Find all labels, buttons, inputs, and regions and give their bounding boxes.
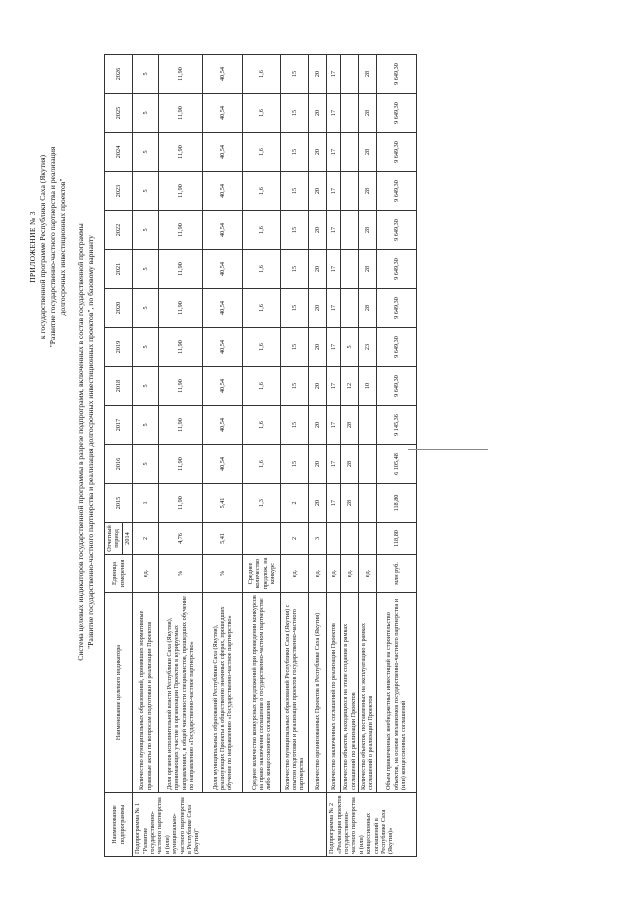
header-row xyxy=(105,55,123,857)
year-value-cell: 11,90 xyxy=(159,367,203,406)
table-heading xyxy=(76,27,96,857)
unit-cell: ед. xyxy=(327,555,341,593)
year-value-cell: 17 xyxy=(327,55,341,94)
header-year: 2022 xyxy=(105,211,133,250)
appendix-line-3: долгосрочных инвестиционных проектов" xyxy=(58,178,67,316)
appendix-title: ПРИЛОЖЕНИЕ № 3 xyxy=(28,211,37,283)
report-value-cell: 2 xyxy=(133,523,159,555)
appendix-line-1: к государственной программе Республики Саха (Якутия) xyxy=(38,154,47,340)
year-value-cell: 1,6 xyxy=(243,328,281,367)
year-value-cell: 11,90 xyxy=(159,172,203,211)
table-row xyxy=(327,55,341,857)
year-value-cell: 20 xyxy=(309,445,327,484)
year-value-cell: 20 xyxy=(309,250,327,289)
year-value-cell: 20 xyxy=(309,55,327,94)
unit-cell: ед. xyxy=(309,555,327,593)
year-value-cell: 28 xyxy=(359,289,377,328)
year-value-cell: 1,6 xyxy=(243,406,281,445)
year-value-cell: 40,54 xyxy=(203,250,243,289)
year-value-cell: 20 xyxy=(309,94,327,133)
year-value-cell: 15 xyxy=(281,445,309,484)
year-value-cell: 15 xyxy=(281,289,309,328)
header-year: 2025 xyxy=(105,94,133,133)
indicator-name-cell: Количество муниципальных образований Республики Саха (Якутия) с опытом подготовки и реализации проектов государственно-частного партнерства xyxy=(281,593,309,793)
unit-cell: % xyxy=(159,555,203,593)
indicator-name-cell: Количество заключенных соглашений по реализации Проектов xyxy=(327,593,341,793)
year-value-cell xyxy=(359,445,377,484)
year-value-cell: 10 xyxy=(359,367,377,406)
header-subprogram: Наименование подпрограммы xyxy=(105,793,133,857)
year-value-cell: 1,6 xyxy=(243,55,281,94)
year-value-cell: 1 xyxy=(133,484,159,523)
year-value-cell xyxy=(359,406,377,445)
year-value-cell: 28 xyxy=(341,484,359,523)
year-value-cell: 20 xyxy=(309,406,327,445)
year-value-cell: 5 xyxy=(133,211,159,250)
year-value-cell: 40,54 xyxy=(203,367,243,406)
year-value-cell: 11,90 xyxy=(159,406,203,445)
unit-cell: % xyxy=(203,555,243,593)
year-value-cell: 5 xyxy=(133,367,159,406)
year-value-cell: 28 xyxy=(341,406,359,445)
header-year: 2018 xyxy=(105,367,133,406)
year-value-cell: 15 xyxy=(281,94,309,133)
year-value-cell: 28 xyxy=(341,445,359,484)
year-value-cell: 1,6 xyxy=(243,289,281,328)
indicator-name-cell: Количество объектов, поставленных на эксплуатацию в рамках соглашений о реализации Проектов xyxy=(359,593,377,793)
year-value-cell: 28 xyxy=(359,211,377,250)
year-value-cell: 17 xyxy=(327,328,341,367)
indicator-name-cell: Количество организованных Проектов в Республике Саха (Якутия) xyxy=(309,593,327,793)
header-year: 2019 xyxy=(105,328,133,367)
year-value-cell: 5 xyxy=(133,55,159,94)
unit-cell: ед. xyxy=(359,555,377,593)
year-value-cell xyxy=(341,133,359,172)
year-value-cell: 40,54 xyxy=(203,211,243,250)
year-value-cell xyxy=(341,289,359,328)
year-value-cell: 20 xyxy=(309,211,327,250)
year-value-cell: 15 xyxy=(281,211,309,250)
table-row xyxy=(341,55,359,857)
year-value-cell: 15 xyxy=(281,172,309,211)
year-value-cell: 15 xyxy=(281,367,309,406)
indicator-name-cell: Количество объектов, находящихся на этапе создания в рамках соглашений по реализации Проектов xyxy=(341,593,359,793)
year-value-cell: 40,54 xyxy=(203,133,243,172)
year-value-cell: 5 xyxy=(133,250,159,289)
year-value-cell: 17 xyxy=(327,94,341,133)
year-value-cell: 118,80 xyxy=(376,484,416,523)
table-row xyxy=(159,55,203,857)
year-value-cell: 9 649,30 xyxy=(376,172,416,211)
year-value-cell: 17 xyxy=(327,406,341,445)
year-value-cell: 5 xyxy=(133,133,159,172)
header-year: 2016 xyxy=(105,445,133,484)
indicator-name-cell: Количество муниципальных образований, принявших нормативные правовые акты по вопросам подготовки и реализации Проектов xyxy=(133,593,159,793)
year-value-cell: 1,6 xyxy=(243,172,281,211)
year-value-cell: 5 xyxy=(133,94,159,133)
header-report-period: Отчетный период xyxy=(105,523,123,555)
year-value-cell xyxy=(359,484,377,523)
year-value-cell: 40,54 xyxy=(203,94,243,133)
year-value-cell: 28 xyxy=(359,172,377,211)
indicator-name-cell: Среднее количество конкурсных предложений при проведении конкурсов на право заключения соглашения о государственно-частном партнерстве либо концессионного соглашения xyxy=(243,593,281,793)
year-value-cell: 5 xyxy=(133,172,159,211)
year-value-cell: 40,54 xyxy=(203,289,243,328)
year-value-cell: 17 xyxy=(327,445,341,484)
year-value-cell: 2 xyxy=(281,484,309,523)
year-value-cell: 23 xyxy=(359,328,377,367)
header-indicator: Наименование целевого индикатора xyxy=(105,593,133,793)
year-value-cell: 1,6 xyxy=(243,94,281,133)
year-value-cell: 17 xyxy=(327,484,341,523)
rotated-content xyxy=(28,27,628,877)
report-value-cell: 5,41 xyxy=(203,523,243,555)
year-value-cell: 11,90 xyxy=(159,445,203,484)
year-value-cell: 17 xyxy=(327,289,341,328)
year-value-cell: 9 649,30 xyxy=(376,211,416,250)
indicator-name-cell: Доля муниципальных образований Республики Саха (Якутия), реализующих Проекты в общественно значимых сферах, прошедших обучение по направлению «Государственно-частное партнерство» xyxy=(203,593,243,793)
subprogram-name-cell: Подпрограмма № 1 "Развитие государственно-частного партнерства и (или) муниципально-частного партнерства в Республике Саха (Якутия)" xyxy=(133,793,327,857)
year-value-cell: 17 xyxy=(327,250,341,289)
header-year: 2021 xyxy=(105,250,133,289)
year-value-cell: 1,6 xyxy=(243,133,281,172)
header-year: 2017 xyxy=(105,406,133,445)
report-value-cell: 118,80 xyxy=(376,523,416,555)
year-value-cell: 5 xyxy=(133,289,159,328)
year-value-cell: 11,90 xyxy=(159,211,203,250)
year-value-cell: 17 xyxy=(327,133,341,172)
indicator-name-cell: Объем привлеченных внебюджетных инвестиций на строительство объектов, на основе механизмов государственно-частного партнерства и (или) концессионных соглашений xyxy=(376,593,416,793)
table-body xyxy=(133,55,417,857)
report-value-cell xyxy=(243,523,281,555)
year-value-cell: 20 xyxy=(309,328,327,367)
year-value-cell xyxy=(341,250,359,289)
year-value-cell: 11,90 xyxy=(159,94,203,133)
year-value-cell: 40,54 xyxy=(203,328,243,367)
year-value-cell: 9 649,30 xyxy=(376,55,416,94)
year-value-cell: 9 649,30 xyxy=(376,328,416,367)
table-row xyxy=(133,55,159,857)
year-value-cell: 28 xyxy=(359,133,377,172)
year-value-cell: 1,6 xyxy=(243,367,281,406)
report-value-cell xyxy=(327,523,341,555)
appendix-line-2: "Развитие государственно-частного партнерства и реализация xyxy=(48,146,57,348)
scan-mark-line xyxy=(408,449,488,450)
year-value-cell: 28 xyxy=(359,94,377,133)
year-value-cell xyxy=(341,94,359,133)
header-year: 2015 xyxy=(105,484,133,523)
year-value-cell: 15 xyxy=(281,328,309,367)
unit-cell: ед. xyxy=(281,555,309,593)
year-value-cell xyxy=(341,172,359,211)
unit-cell: ед. xyxy=(341,555,359,593)
header-year: 2020 xyxy=(105,289,133,328)
indicators-table xyxy=(104,54,417,857)
year-value-cell: 5 xyxy=(133,445,159,484)
year-value-cell: 28 xyxy=(359,55,377,94)
year-value-cell: 5 xyxy=(341,328,359,367)
year-value-cell xyxy=(341,211,359,250)
report-value-cell xyxy=(359,523,377,555)
header-year: 2023 xyxy=(105,172,133,211)
heading-line-1: Система целевых индикаторов государственной программы в разрезе подпрограмм, включенных в состав государственной программы xyxy=(76,223,85,661)
year-value-cell: 11,90 xyxy=(159,133,203,172)
year-value-cell: 11,90 xyxy=(159,484,203,523)
year-value-cell: 20 xyxy=(309,484,327,523)
year-value-cell: 40,54 xyxy=(203,445,243,484)
header-unit: Единица измерения xyxy=(105,555,133,593)
year-value-cell: 40,54 xyxy=(203,55,243,94)
report-value-cell: 3 xyxy=(309,523,327,555)
year-value-cell: 5 xyxy=(133,328,159,367)
year-value-cell: 9 145,36 xyxy=(376,406,416,445)
year-value-cell: 9 649,30 xyxy=(376,94,416,133)
year-value-cell: 20 xyxy=(309,172,327,211)
year-value-cell: 20 xyxy=(309,289,327,328)
table-row xyxy=(309,55,327,857)
table-row xyxy=(243,55,281,857)
year-value-cell: 15 xyxy=(281,55,309,94)
year-value-cell: 40,54 xyxy=(203,172,243,211)
table-row xyxy=(281,55,309,857)
year-value-cell: 15 xyxy=(281,406,309,445)
year-value-cell: 15 xyxy=(281,250,309,289)
year-value-cell: 20 xyxy=(309,133,327,172)
year-value-cell: 28 xyxy=(359,250,377,289)
header-year: 2026 xyxy=(105,55,133,94)
indicator-name-cell: Доля органов исполнительной власти Республики Саха (Якутия), принимающих участие в организации Проектов в курируемых направлениях, в общей численности специалистов, прошедших обучение по направлению «Государственно-частное партнерство» xyxy=(159,593,203,793)
year-value-cell: 1,6 xyxy=(243,211,281,250)
year-value-cell xyxy=(341,55,359,94)
table-row xyxy=(203,55,243,857)
year-value-cell: 9 649,30 xyxy=(376,133,416,172)
year-value-cell: 12 xyxy=(341,367,359,406)
year-value-cell: 9 649,30 xyxy=(376,250,416,289)
year-value-cell: 17 xyxy=(327,367,341,406)
year-value-cell: 9 649,30 xyxy=(376,367,416,406)
header-year: 2024 xyxy=(105,133,133,172)
heading-line-2: "Развитие государственно-частного партнерства и реализация долгосрочных инвестиционных проектов", по базовому варианту xyxy=(86,235,95,649)
year-value-cell: 5,41 xyxy=(203,484,243,523)
report-value-cell xyxy=(341,523,359,555)
year-value-cell: 6 105,48 xyxy=(376,445,416,484)
year-value-cell: 15 xyxy=(281,133,309,172)
year-value-cell: 17 xyxy=(327,211,341,250)
unit-cell: млн руб. xyxy=(376,555,416,593)
table-row xyxy=(359,55,377,857)
report-value-cell: 4,76 xyxy=(159,523,203,555)
report-value-cell: 2 xyxy=(281,523,309,555)
year-value-cell: 11,90 xyxy=(159,250,203,289)
unit-cell: ед. xyxy=(133,555,159,593)
appendix-header xyxy=(28,27,68,467)
table-row xyxy=(376,55,416,857)
year-value-cell: 40,54 xyxy=(203,406,243,445)
subprogram-name-cell: Подпрограмма № 2 «Реализация проектов государственно-частного партнерства и (или) концессионных соглашений в Республике Саха (Якутия)» xyxy=(327,793,417,857)
year-value-cell: 1,3 xyxy=(243,484,281,523)
year-value-cell: 1,6 xyxy=(243,250,281,289)
year-value-cell: 1,6 xyxy=(243,445,281,484)
header-report-year: 2014 xyxy=(122,523,132,555)
year-value-cell: 20 xyxy=(309,367,327,406)
unit-cell: Среднее количество предлож. на конкурс xyxy=(243,555,281,593)
year-value-cell: 17 xyxy=(327,172,341,211)
year-value-cell: 5 xyxy=(133,406,159,445)
year-value-cell: 11,90 xyxy=(159,55,203,94)
year-value-cell: 11,90 xyxy=(159,289,203,328)
year-value-cell: 11,90 xyxy=(159,328,203,367)
year-value-cell: 9 649,30 xyxy=(376,289,416,328)
